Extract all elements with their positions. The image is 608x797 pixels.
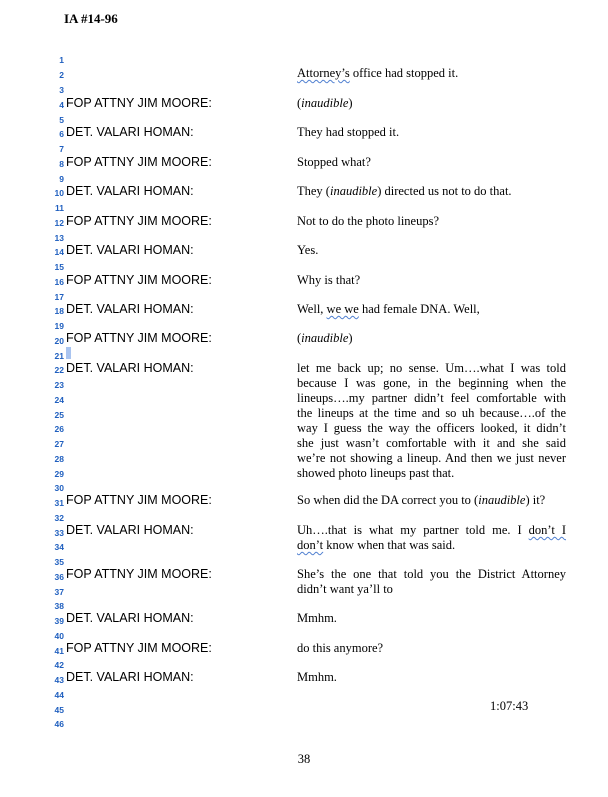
line-number: 4 — [59, 100, 64, 110]
transcript-paragraph — [297, 523, 566, 553]
document-header: IA #14-96 — [64, 11, 118, 26]
spellcheck-word: we we — [326, 302, 359, 316]
italic-run: inaudible — [478, 493, 526, 507]
text-run: ) — [348, 96, 353, 110]
text-run: Uh….that is what my partner told me. I — [297, 523, 529, 537]
italic-run: inaudible — [329, 184, 378, 198]
line-number: 39 — [54, 616, 64, 626]
speaker-label: FOP ATTNY JIM MOORE: — [66, 567, 212, 581]
line-number: 27 — [54, 439, 64, 449]
paragraph-line: let me back up; no sense. Um….what I was told — [297, 361, 566, 375]
line-number: 11 — [55, 203, 64, 213]
transcript-text — [297, 302, 566, 317]
line-number: 45 — [54, 705, 64, 715]
line-number: 41 — [54, 646, 64, 656]
paragraph-line: didn’t want ya’ll to — [297, 582, 393, 596]
line-number: 14 — [54, 247, 64, 257]
line-number: 19 — [54, 321, 64, 331]
transcript-text — [297, 66, 566, 81]
line-number: 33 — [54, 528, 64, 538]
transcript-text — [297, 331, 566, 346]
transcript-text — [297, 184, 566, 199]
line-number: 42 — [54, 660, 64, 670]
line-number: 24 — [54, 395, 64, 405]
line-number: 46 — [54, 719, 64, 729]
line-number: 23 — [54, 380, 64, 390]
line-number: 3 — [59, 85, 64, 95]
spellcheck-word: don’t I — [528, 523, 566, 537]
line-number: 13 — [54, 233, 64, 243]
spellcheck-word: Attorney’s — [297, 66, 350, 80]
transcript-text: Stopped what? — [297, 155, 371, 169]
paragraph-line: the lineups at the time and so uh because….of the — [297, 406, 566, 420]
line-number: 1 — [59, 55, 64, 65]
line-number: 18 — [54, 306, 64, 316]
line-number: 28 — [54, 454, 64, 464]
speaker-label: FOP ATTNY JIM MOORE: — [66, 273, 212, 287]
speaker-label: FOP ATTNY JIM MOORE: — [66, 96, 212, 110]
paragraph-line: because I was gone, in the beginning when the — [297, 376, 566, 390]
text-run: So when did the DA correct you to ( — [297, 493, 479, 507]
line-number: 40 — [54, 631, 64, 641]
paragraph-line: she just wasn’t comfortable with it and she said — [297, 436, 566, 450]
speaker-label: FOP ATTNY JIM MOORE: — [66, 331, 212, 345]
line-number: 15 — [54, 262, 64, 272]
paragraph-line: way I guess the way the officers looked, it didn’t — [297, 421, 566, 435]
text-run: had female DNA. Well, — [358, 302, 480, 316]
speaker-label: DET. VALARI HOMAN: — [66, 302, 194, 316]
line-number: 43 — [54, 675, 64, 685]
text-run: ) directed us not to do that. — [377, 184, 512, 198]
line-number: 12 — [54, 218, 64, 228]
speaker-label: FOP ATTNY JIM MOORE: — [66, 641, 212, 655]
speaker-label: DET. VALARI HOMAN: — [66, 125, 194, 139]
speaker-label: FOP ATTNY JIM MOORE: — [66, 214, 212, 228]
text-run: ( — [297, 331, 302, 345]
line-number: 6 — [59, 129, 64, 139]
speaker-label: DET. VALARI HOMAN: — [66, 361, 194, 375]
transcript-text: They had stopped it. — [297, 125, 400, 139]
line-number: 25 — [54, 410, 64, 420]
paragraph-line: we’re not showing a lineup. And then we just never — [297, 451, 566, 465]
line-number: 10 — [54, 188, 64, 198]
line-number: 37 — [54, 587, 64, 597]
speaker-label: DET. VALARI HOMAN: — [66, 243, 194, 257]
speaker-label: DET. VALARI HOMAN: — [66, 670, 194, 684]
transcript-text: Not to do the photo lineups? — [297, 214, 439, 228]
speaker-label: DET. VALARI HOMAN: — [66, 184, 194, 198]
line-number: 7 — [59, 144, 64, 154]
line-number: 32 — [54, 513, 64, 523]
transcript-text: Mmhm. — [297, 670, 337, 684]
line-number: 35 — [54, 557, 64, 567]
transcript-text: Why is that? — [297, 273, 361, 287]
line-number: 8 — [59, 159, 64, 169]
text-run: ) it? — [525, 493, 546, 507]
text-run: office had stopped it. — [349, 66, 459, 80]
line-number: 9 — [59, 174, 64, 184]
line-number: 22 — [54, 365, 64, 375]
line-number: 30 — [54, 483, 64, 493]
line-number: 17 — [54, 292, 64, 302]
transcript-text — [297, 96, 566, 111]
transcript-text: do this anymore? — [297, 641, 384, 655]
line-number: 38 — [54, 601, 64, 611]
text-run: ) — [348, 331, 353, 345]
paragraph-line: lineups….my partner didn’t feel comfortable with — [297, 391, 566, 405]
line-number: 29 — [54, 469, 64, 479]
paragraph-line: She’s the one that told you the District Attorney — [297, 567, 566, 581]
text-run: ( — [297, 96, 302, 110]
speaker-label: DET. VALARI HOMAN: — [66, 523, 194, 537]
speaker-label: FOP ATTNY JIM MOORE: — [66, 155, 212, 169]
line-number: 34 — [54, 542, 64, 552]
line-number: 31 — [54, 498, 64, 508]
line-number: 20 — [54, 336, 64, 346]
text-cursor[interactable] — [66, 347, 71, 359]
italic-run: inaudible — [301, 96, 349, 110]
transcript-text: Mmhm. — [297, 611, 337, 625]
transcript-paragraph — [297, 361, 566, 481]
speaker-label: FOP ATTNY JIM MOORE: — [66, 493, 212, 507]
transcript-text — [297, 493, 566, 508]
page-number: 38 — [297, 752, 311, 766]
line-number: 26 — [54, 424, 64, 434]
line-number: 2 — [59, 70, 64, 80]
speaker-label: DET. VALARI HOMAN: — [66, 611, 194, 625]
line-number: 16 — [54, 277, 64, 287]
spellcheck-word: don’t — [297, 538, 324, 552]
line-number: 5 — [59, 115, 64, 125]
text-run: Well, — [297, 302, 327, 316]
paragraph-line — [297, 523, 566, 538]
text-run: know when that was said. — [323, 538, 456, 552]
text-run: They ( — [297, 184, 330, 198]
transcript-text: Yes. — [297, 243, 319, 257]
italic-run: inaudible — [301, 331, 349, 345]
paragraph-line: showed photo lineups past that. — [297, 466, 455, 480]
line-number: 44 — [54, 690, 64, 700]
paragraph-line — [297, 538, 566, 553]
timestamp: 1:07:43 — [490, 699, 529, 713]
line-number: 21 — [54, 351, 64, 361]
line-number: 36 — [54, 572, 64, 582]
transcript-paragraph — [297, 567, 566, 597]
